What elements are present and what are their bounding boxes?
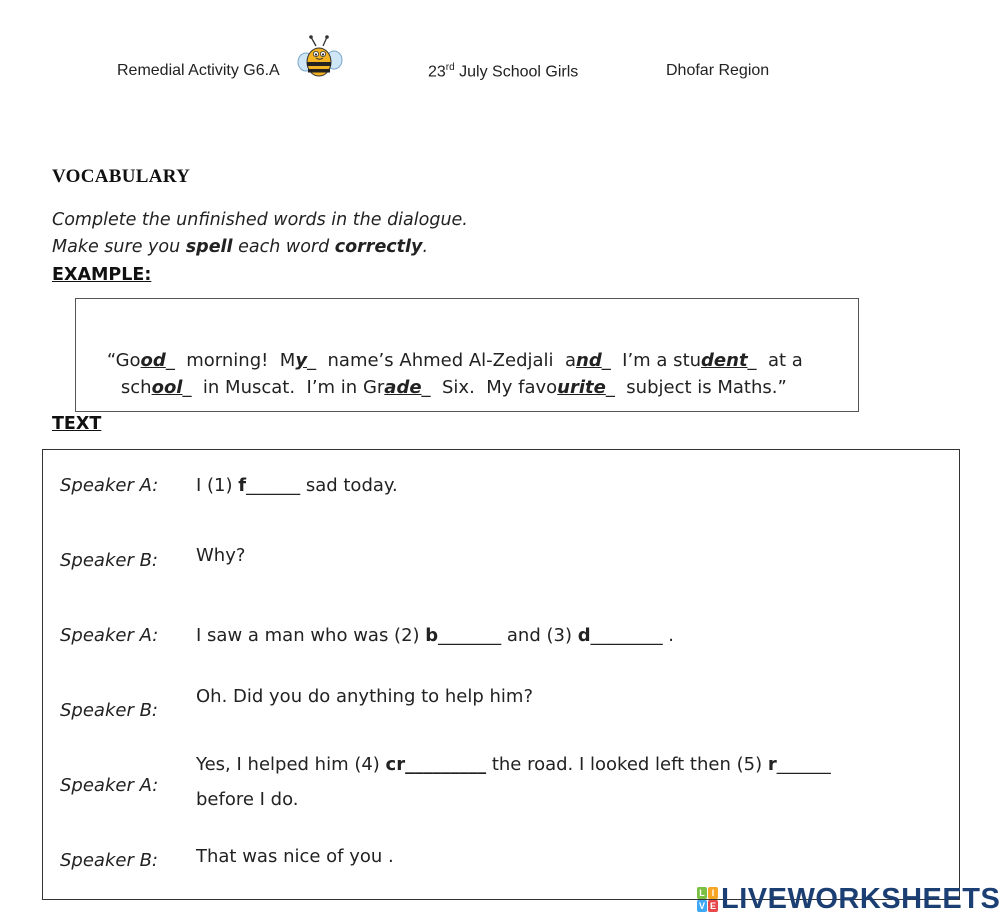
example-text: _ Six. My favo: [421, 377, 558, 398]
example-fill: dent: [701, 350, 748, 371]
example-text: _ subject is Maths.”: [605, 377, 787, 398]
dialogue-text: _______ and (3): [438, 625, 578, 646]
speaker-label: Speaker B:: [60, 550, 158, 571]
section-title: VOCABULARY: [52, 166, 191, 187]
activity-title: Remedial Activity G6.A: [117, 62, 280, 79]
blank-1-hint[interactable]: f: [238, 475, 247, 496]
example-box: [75, 298, 859, 412]
dialogue-text: ______: [776, 754, 831, 775]
school-name-rest: July School Girls: [454, 63, 579, 81]
school-number: 23: [428, 63, 446, 81]
dialogue-text: That was nice of you .: [196, 846, 394, 867]
instruction-text: .: [422, 237, 429, 257]
example-fill: ool: [151, 377, 183, 398]
school-name: [428, 62, 578, 81]
liveworksheets-logo: [697, 884, 1000, 914]
dialogue-line-5-cont: before I do.: [196, 789, 299, 810]
instruction-text: Make sure you: [52, 237, 186, 257]
dialogue-text: Oh. Did you do anything to help him?: [196, 686, 534, 707]
ordinal-suffix: rd: [445, 62, 455, 73]
logo-tile: I: [708, 887, 718, 899]
dialogue-line-5: [196, 754, 831, 775]
dialogue-text: the road. I looked left then (5): [486, 754, 768, 775]
instruction-line-2: [52, 237, 428, 257]
blank-5-hint[interactable]: r: [767, 754, 777, 775]
example-text: “Go: [106, 350, 141, 371]
speaker-label: Speaker B:: [60, 700, 158, 721]
example-fill: nd: [576, 350, 602, 371]
dialogue-text: Yes, I helped him (4): [196, 754, 386, 775]
example-fill: urite: [557, 377, 606, 398]
text-label: TEXT: [52, 414, 102, 434]
dialogue-text: ________ .: [590, 625, 675, 646]
example-text: _ in Muscat. I’m in Gr: [182, 377, 385, 398]
logo-tile: E: [709, 900, 716, 911]
instruction-line-1: Complete the unfinished words in the dialogue.: [52, 210, 468, 230]
example-text: _ name’s Ahmed Al-Zedjali a: [307, 350, 576, 371]
speaker-label: Speaker A:: [60, 625, 159, 646]
instruction-emphasis: correctly: [334, 237, 423, 257]
logo-tile: V: [698, 900, 705, 911]
region: Dhofar Region: [666, 62, 770, 79]
blank-2-hint[interactable]: b: [425, 625, 439, 646]
dialogue-text: I (1): [196, 475, 239, 496]
logo-tile: L: [697, 887, 707, 899]
instruction-emphasis: spell: [185, 237, 233, 257]
logo-tiles-icon: [697, 887, 718, 912]
dialogue-text: Why?: [196, 545, 246, 566]
example-fill: y: [295, 350, 308, 371]
dialogue-text: ______ sad today.: [246, 475, 398, 496]
example-label: EXAMPLE:: [52, 265, 152, 285]
example-fill: ade: [384, 377, 422, 398]
speaker-label: Speaker A:: [60, 775, 159, 796]
example-line-2: [98, 356, 787, 419]
dialogue-box: [42, 449, 960, 900]
example-text: _ I’m a stu: [601, 350, 702, 371]
example-text: sch: [120, 377, 152, 398]
dialogue-line-6: [196, 846, 394, 867]
bee-icon: [296, 34, 344, 82]
example-text: _ at a: [747, 350, 803, 371]
speaker-label: Speaker A:: [60, 475, 159, 496]
dialogue-line-1: [196, 475, 398, 496]
blank-3-hint[interactable]: d: [577, 625, 591, 646]
instruction-text: each word: [232, 237, 335, 257]
example-fill: od: [140, 350, 166, 371]
dialogue-line-4: [196, 686, 533, 707]
speaker-label: Speaker B:: [60, 850, 158, 871]
blank-4-hint[interactable]: cr_________: [385, 754, 487, 775]
dialogue-text: I saw a man who was (2): [196, 625, 426, 646]
example-text: _ morning! M: [165, 350, 296, 371]
dialogue-line-2: [196, 545, 245, 566]
dialogue-line-3: [196, 625, 674, 646]
logo-text: LIVEWORKSHEETS: [721, 883, 1000, 915]
